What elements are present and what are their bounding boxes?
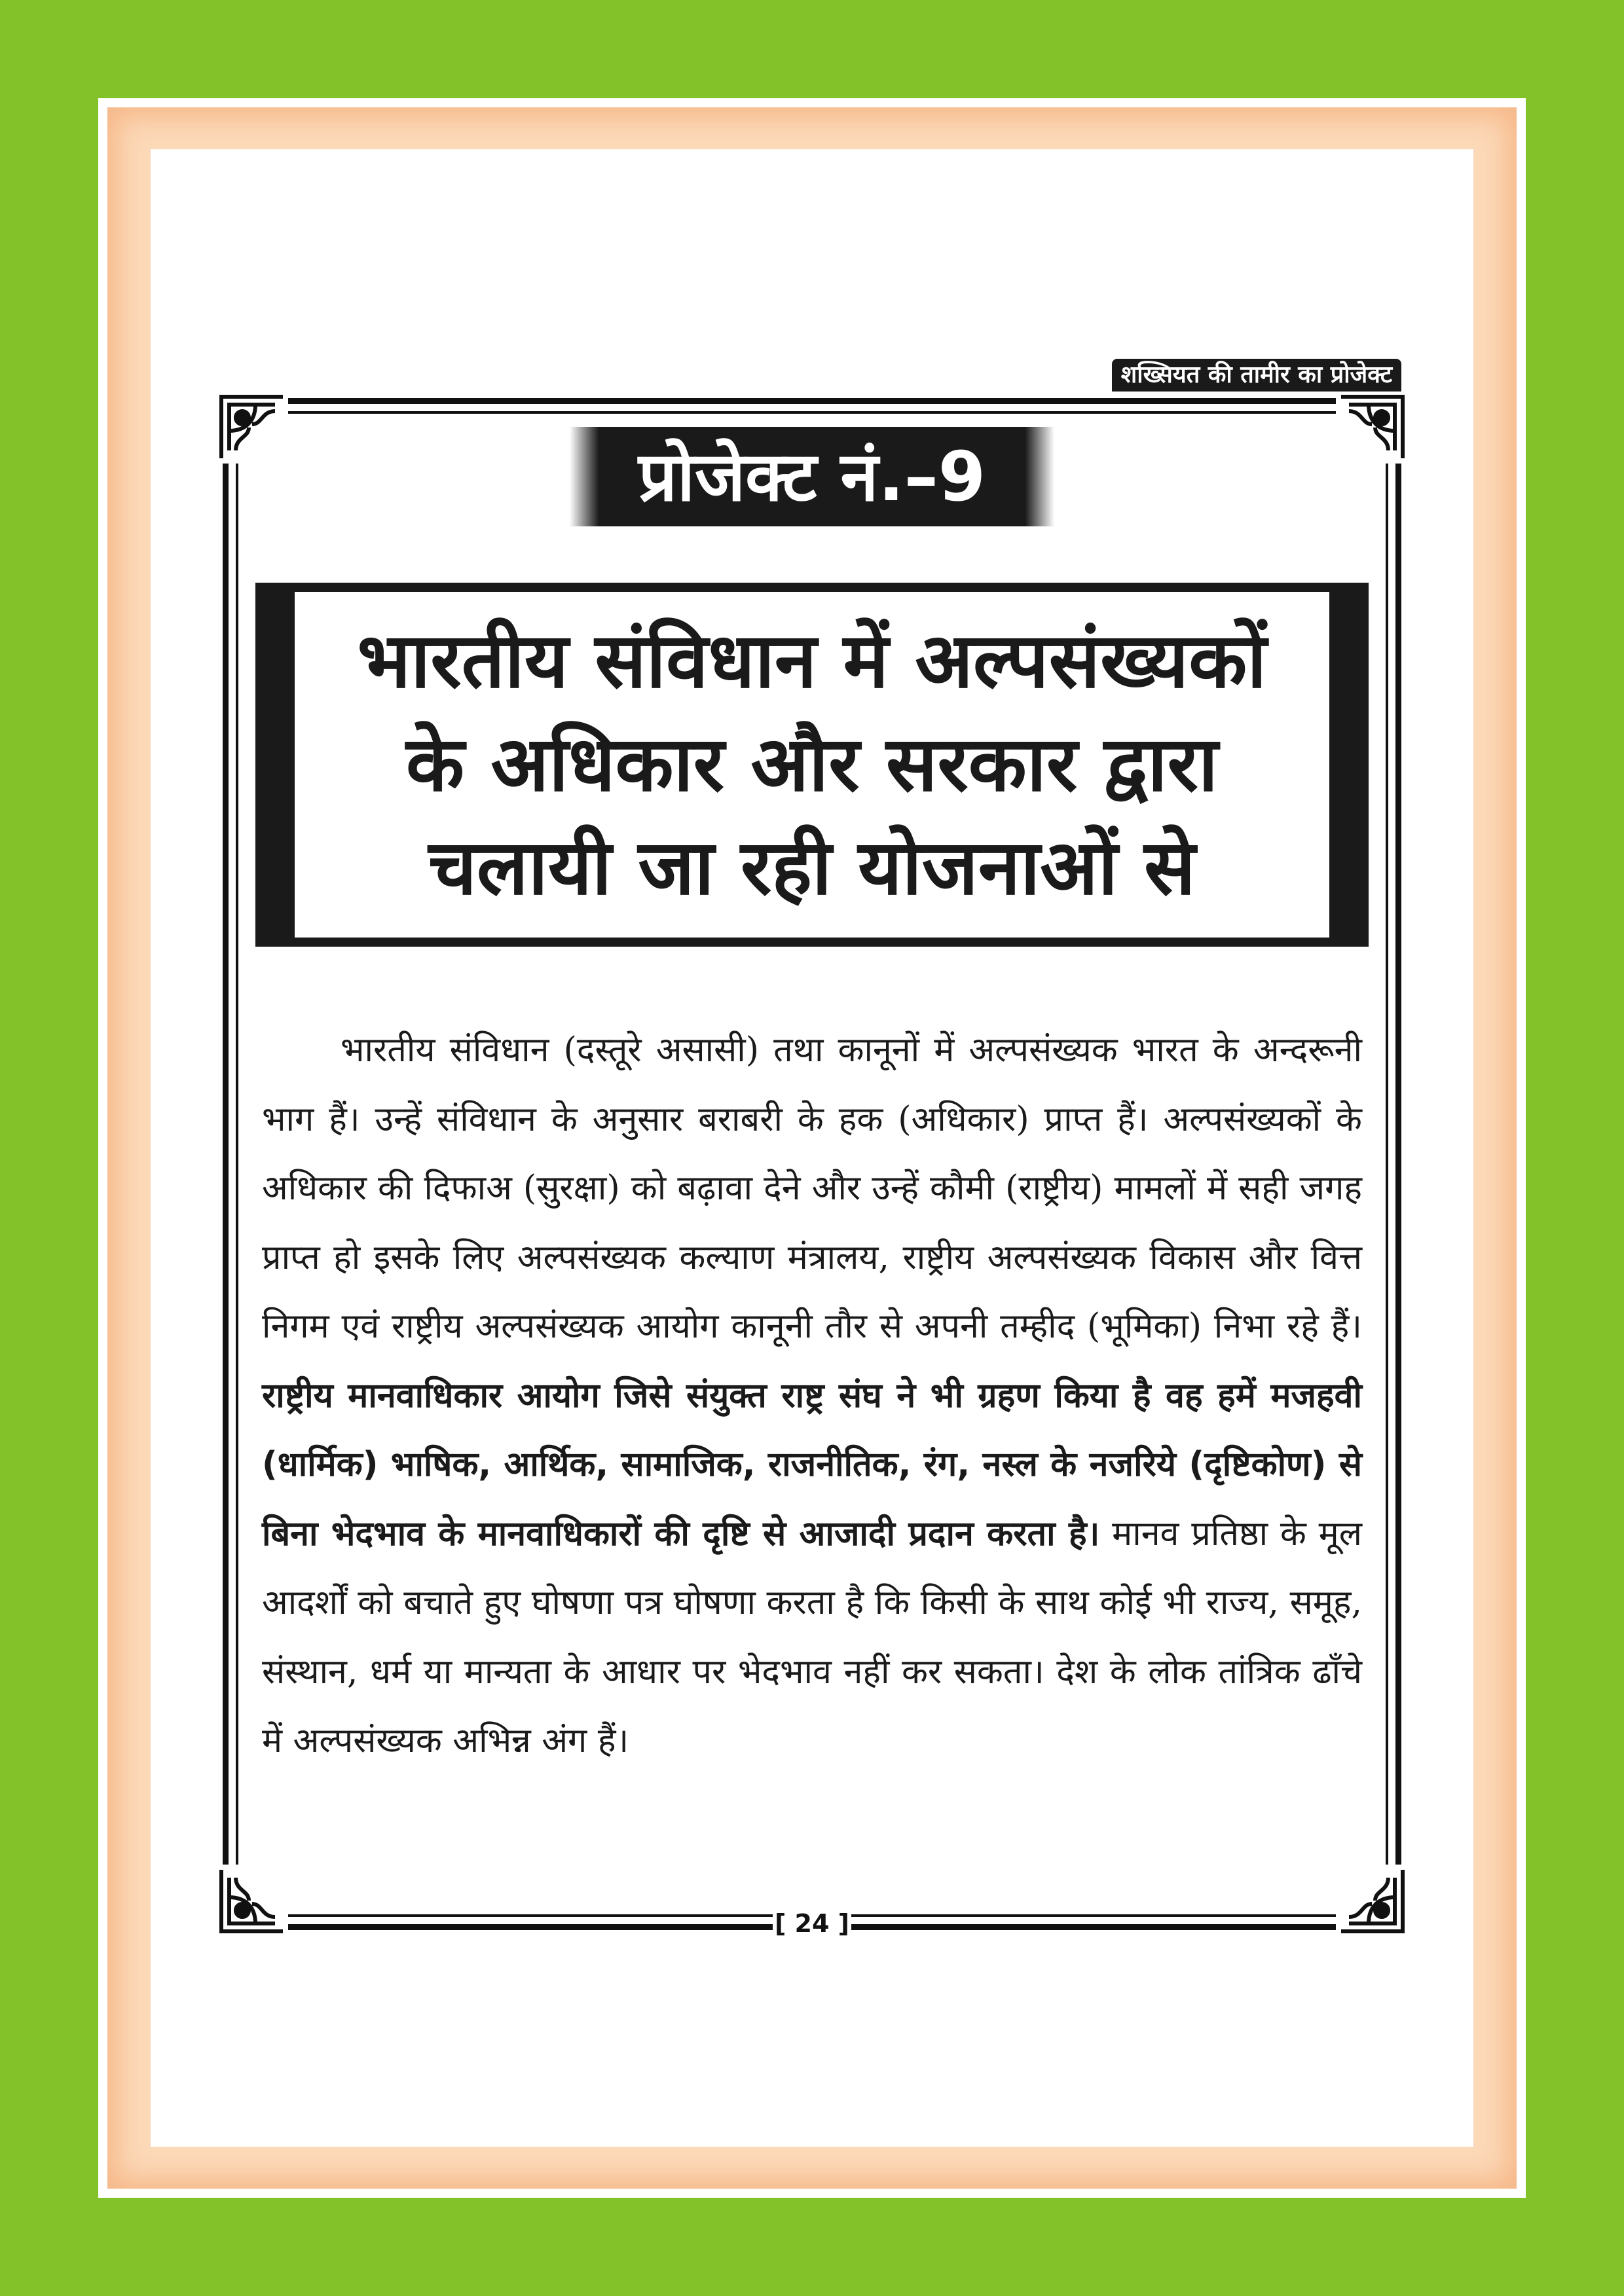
page-number: [ 24 ]: [773, 1905, 851, 1942]
title-line: के अधिकार और सरकार द्वारा: [406, 720, 1218, 809]
ornamental-corner-icon: [216, 1865, 288, 1937]
chapter-title-box: [255, 583, 1369, 947]
running-header: शख्सियत की तामीर का प्रोजेक्ट: [1112, 359, 1401, 392]
title-line: भारतीय संविधान में अल्पसंख्यकों: [357, 617, 1267, 705]
title-line: चलायी जा रही योजनाओं से: [428, 824, 1196, 912]
body-text-bold: राष्ट्रीय मानवाधिकार आयोग जिसे संयुक्त राष्ट्र संघ ने भी ग्रहण किया है वह हमें मजहवी (धार्मिक) भाषिक, आर्थिक, सामाजिक, राजनीतिक, रंग, नस्ल के नजरिये (दृष्टिकोण) से बिना भेदभाव के मानवाधिकारों की दृष्टि से आजादी प्रदान करता है।: [262, 1376, 1362, 1554]
body-text-regular: मानव प्रतिष्ठा के मूल आदर्शों को बचाते हुए घोषणा पत्र घोषणा करता है कि किसी के साथ कोई भी राज्य, समूह, संस्थान, धर्म या मान्यता के आधार पर भेदभाव नहीं कर सकता। देश के लोक तांत्रिक ढाँचे में अल्पसंख्यक अभिन्न अंग हैं।: [262, 1514, 1362, 1760]
ornamental-corner-icon: [216, 392, 288, 464]
ornamental-corner-icon: [1336, 1865, 1408, 1937]
project-number-badge: प्रोजेक्ट नं.–9: [570, 427, 1054, 526]
body-paragraph: [262, 1016, 1362, 1776]
chapter-title: [295, 592, 1329, 938]
body-text-regular: भारतीय संविधान (दस्तूरे असासी) तथा कानूनों में अल्पसंख्यक भारत के अन्दरूनी भाग हैं। उन्हें संविधान के अनुसार बराबरी के हक (अधिकार) प्राप्त हैं। अल्पसंख्यकों के अधिकार की दिफाअ (सुरक्षा) को बढ़ावा देने और उन्हें कौमी (राष्ट्रीय) मामलों में सही जगह प्राप्त हो इसके लिए अल्पसंख्यक कल्याण मंत्रालय, राष्ट्रीय अल्पसंख्यक विकास और वित्त निगम एवं राष्ट्रीय अल्पसंख्यक आयोग कानूनी तौर से अपनी तम्हीद (भूमिका) निभा रहे हैं।: [262, 1030, 1362, 1346]
ornamental-corner-icon: [1336, 392, 1408, 464]
